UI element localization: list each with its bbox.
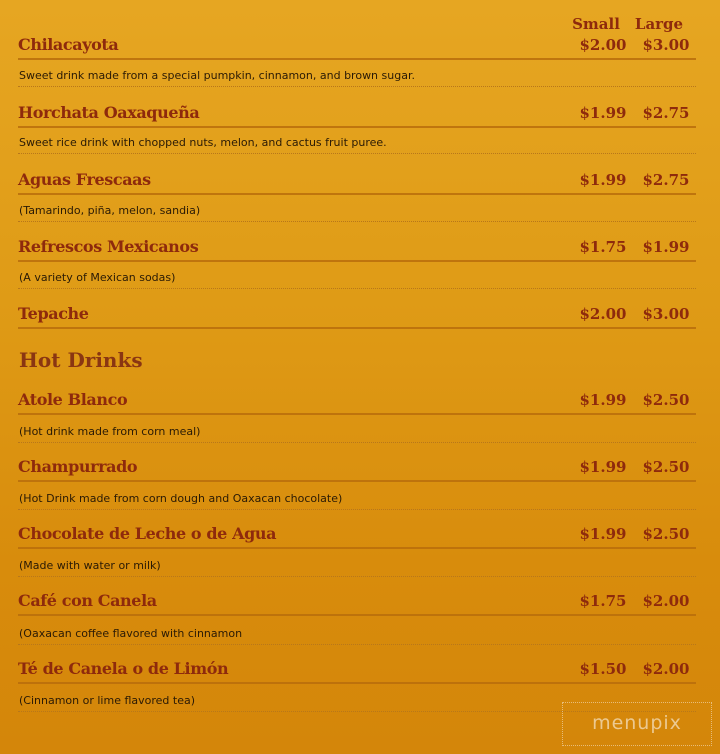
- price-small: $2.00: [579, 36, 627, 54]
- dotted-divider: [18, 153, 696, 154]
- price-large: $1.99: [642, 238, 690, 256]
- item-description: (Made with water or milk): [19, 559, 161, 572]
- menu-item-row: [18, 654, 696, 684]
- item-description: (Cinnamon or lime flavored tea): [19, 694, 196, 707]
- item-name: Aguas Frescaas: [18, 170, 151, 189]
- menu-item-row: [18, 452, 696, 482]
- item-description: Sweet rice drink with chopped nuts, melon, and cactus fruit puree.: [19, 136, 387, 149]
- menu-item-row: [18, 586, 696, 616]
- price-large: $2.75: [642, 171, 690, 189]
- item-divider: [18, 413, 696, 415]
- menu-item-row: [18, 519, 696, 549]
- price-small: $1.75: [579, 238, 627, 256]
- price-small: $1.99: [579, 458, 627, 476]
- price-small: $1.99: [579, 525, 627, 543]
- price-small: $1.99: [579, 104, 627, 122]
- dotted-divider: [18, 509, 696, 510]
- price-small: $2.00: [579, 305, 627, 323]
- item-name: Horchata Oaxaqueña: [18, 103, 200, 122]
- dotted-divider: [18, 576, 696, 577]
- item-divider: [18, 327, 696, 329]
- item-description: (Oaxacan coffee flavored with cinnamon: [19, 627, 243, 640]
- price-small: $1.99: [579, 391, 627, 409]
- price-small: $1.99: [579, 171, 627, 189]
- dotted-divider: [18, 288, 696, 289]
- item-name: Champurrado: [18, 457, 138, 476]
- item-name: Atole Blanco: [18, 390, 128, 409]
- menu-item-row: [18, 30, 696, 60]
- price-large: $2.75: [642, 104, 690, 122]
- column-header-large: Large: [634, 15, 684, 33]
- item-description: (Hot drink made from corn meal): [19, 425, 201, 438]
- item-description: (Tamarindo, piña, melon, sandia): [19, 204, 201, 217]
- item-description: (Hot Drink made from corn dough and Oaxacan chocolate): [19, 492, 343, 505]
- menu-item-row: [18, 98, 696, 128]
- item-name: Tepache: [18, 304, 89, 323]
- menu-item-row: [18, 232, 696, 262]
- item-divider: [18, 614, 696, 616]
- dotted-divider: [18, 86, 696, 87]
- item-divider: [18, 682, 696, 684]
- dotted-divider: [18, 221, 696, 222]
- menu-item-row: [18, 299, 696, 329]
- price-large: $2.50: [642, 391, 690, 409]
- column-header-small: Small: [572, 15, 620, 33]
- price-large: $2.00: [642, 592, 690, 610]
- item-name: Refrescos Mexicanos: [18, 237, 199, 256]
- item-name: Chilacayota: [18, 35, 119, 54]
- item-description: (A variety of Mexican sodas): [19, 271, 176, 284]
- dotted-divider: [18, 442, 696, 443]
- item-divider: [18, 126, 696, 128]
- dotted-divider: [18, 644, 696, 645]
- item-divider: [18, 58, 696, 60]
- item-name: Café con Canela: [18, 591, 157, 610]
- menu-item-row: [18, 385, 696, 415]
- item-divider: [18, 547, 696, 549]
- menu-item-row: [18, 165, 696, 195]
- price-large: $3.00: [642, 305, 690, 323]
- item-name: Chocolate de Leche o de Agua: [18, 524, 277, 543]
- price-large: $2.00: [642, 660, 690, 678]
- price-large: $3.00: [642, 36, 690, 54]
- item-description: Sweet drink made from a special pumpkin, cinnamon, and brown sugar.: [19, 69, 415, 82]
- item-divider: [18, 480, 696, 482]
- price-small: $1.50: [579, 660, 627, 678]
- price-small: $1.75: [579, 592, 627, 610]
- price-large: $2.50: [642, 458, 690, 476]
- item-divider: [18, 260, 696, 262]
- item-name: Té de Canela o de Limón: [18, 659, 229, 678]
- price-large: $2.50: [642, 525, 690, 543]
- menupix-watermark: menupix: [562, 702, 712, 746]
- section-title-hot-drinks: Hot Drinks: [19, 348, 143, 372]
- item-divider: [18, 193, 696, 195]
